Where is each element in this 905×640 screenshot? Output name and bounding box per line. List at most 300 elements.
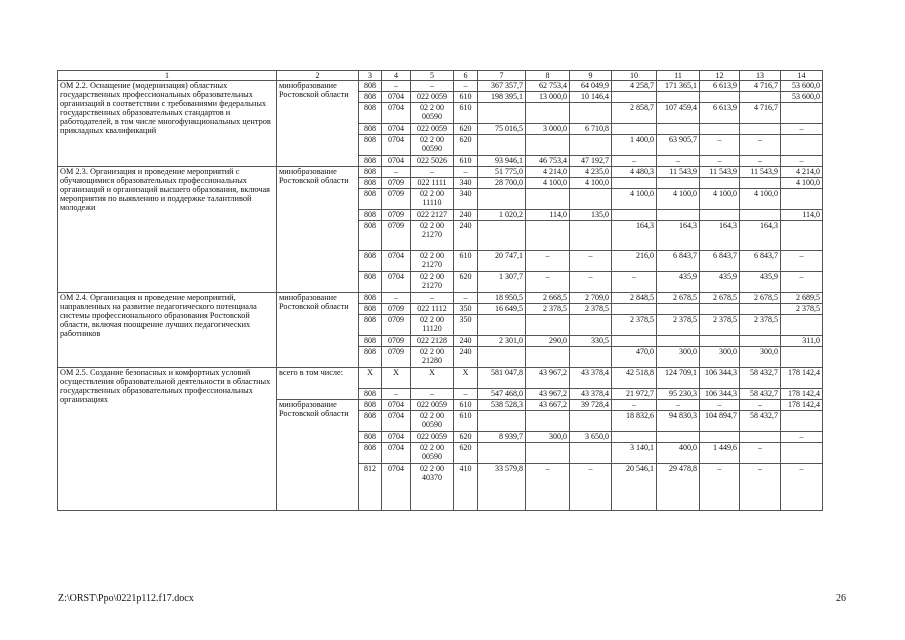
table-cell: – — [740, 443, 781, 464]
table-cell: 4 716,7 — [740, 103, 781, 124]
table-cell: 240 — [454, 221, 478, 251]
table-cell: 114,0 — [526, 210, 570, 221]
executor-cell: минобразование Ростовской области — [277, 167, 359, 293]
table-cell: 290,0 — [526, 336, 570, 347]
table-cell: 808 — [359, 293, 382, 304]
table-cell: – — [526, 251, 570, 272]
table-cell: 808 — [359, 251, 382, 272]
table-cell: 0704 — [382, 411, 411, 432]
table-cell: 350 — [454, 304, 478, 315]
table-cell: – — [612, 156, 657, 167]
table-cell: 58 432,7 — [740, 368, 781, 389]
table-cell: – — [740, 400, 781, 411]
table-cell: 4 258,7 — [612, 81, 657, 92]
table-cell: 300,0 — [740, 347, 781, 368]
table-cell: 240 — [454, 210, 478, 221]
table-cell — [612, 304, 657, 315]
executor-cell: всего в том числе: — [277, 368, 359, 400]
table-cell: 16 649,5 — [478, 304, 526, 315]
table-cell: 435,9 — [740, 272, 781, 293]
table-cell: 58 432,7 — [740, 389, 781, 400]
executor-cell: минобразование Ростовской области — [277, 400, 359, 511]
table-cell: 6 710,8 — [570, 124, 612, 135]
table-cell: 0704 — [382, 443, 411, 464]
table-cell: 4 100,0 — [657, 189, 700, 210]
table-cell: 0704 — [382, 400, 411, 411]
table-cell — [526, 411, 570, 432]
table-cell: – — [411, 389, 454, 400]
table-cell: 75 016,5 — [478, 124, 526, 135]
column-header: 11 — [657, 71, 700, 81]
table-cell — [781, 221, 823, 251]
table-cell: 178 142,4 — [781, 368, 823, 389]
measure-title: ОМ 2.4. Организация и проведение мероприятий, направленных на развитие педагогического потенциала системы профессионального образования Ростовской области, включая поощрение лучших педагогических работников — [58, 293, 277, 368]
table-cell: 2 678,5 — [740, 293, 781, 304]
table-cell: 8 939,7 — [478, 432, 526, 443]
column-header: 12 — [700, 71, 740, 81]
table-cell: – — [454, 293, 478, 304]
table-cell: X — [382, 368, 411, 389]
table-cell: 107 459,4 — [657, 103, 700, 124]
table-cell — [740, 304, 781, 315]
table-cell — [570, 135, 612, 156]
table-cell: 547 468,0 — [478, 389, 526, 400]
table-cell: 022 1111 — [411, 178, 454, 189]
table-cell — [612, 432, 657, 443]
table-cell: – — [700, 156, 740, 167]
table-cell: 808 — [359, 124, 382, 135]
table-cell: – — [454, 81, 478, 92]
table-cell — [478, 103, 526, 124]
table-cell: 02 2 00 21270 — [411, 221, 454, 251]
table-cell: 0709 — [382, 347, 411, 368]
table-cell: 93 946,1 — [478, 156, 526, 167]
table-cell: 6 843,7 — [657, 251, 700, 272]
table-cell: 2 378,5 — [700, 315, 740, 336]
table-cell: – — [657, 156, 700, 167]
table-cell: 022 5026 — [411, 156, 454, 167]
page-number: 26 — [836, 593, 846, 604]
table-cell: 0709 — [382, 178, 411, 189]
table-cell: 02 2 00 00590 — [411, 135, 454, 156]
table-cell: 4 100,0 — [700, 189, 740, 210]
table-cell: 610 — [454, 92, 478, 103]
table-cell: X — [359, 368, 382, 389]
table-cell — [781, 189, 823, 210]
table-cell: 42 518,8 — [612, 368, 657, 389]
column-header: 5 — [411, 71, 454, 81]
table-cell: 022 0059 — [411, 124, 454, 135]
table-cell: 0709 — [382, 210, 411, 221]
table-cell: 2 689,5 — [781, 293, 823, 304]
table-cell — [526, 103, 570, 124]
table-cell: 164,3 — [657, 221, 700, 251]
table-cell: 135,0 — [570, 210, 612, 221]
table-cell: 808 — [359, 432, 382, 443]
table-cell: 0704 — [382, 251, 411, 272]
table-cell — [700, 178, 740, 189]
header-row — [58, 71, 823, 81]
table-cell: – — [570, 272, 612, 293]
table-cell: 808 — [359, 336, 382, 347]
table-cell: 13 000,0 — [526, 92, 570, 103]
table-cell: 0709 — [382, 189, 411, 210]
column-header: 9 — [570, 71, 612, 81]
table-cell: – — [781, 432, 823, 443]
table-cell: 2 668,5 — [526, 293, 570, 304]
table-cell: 022 2127 — [411, 210, 454, 221]
table-cell — [526, 347, 570, 368]
table-cell: 43 378,4 — [570, 368, 612, 389]
table-cell — [570, 411, 612, 432]
table-cell: 02 2 00 11120 — [411, 315, 454, 336]
column-header: 6 — [454, 71, 478, 81]
table-cell: 610 — [454, 411, 478, 432]
table-cell — [740, 92, 781, 103]
measure-title: ОМ 2.2. Оснащение (модернизация) областных государственных профессиональных образовательных организаций в соответствии с требованиями федеральных государственных образовательных стандартов и работодателей, в том числе многофункциональных центров прикладных квалификаций — [58, 81, 277, 167]
table-cell: 808 — [359, 92, 382, 103]
table-cell: 2 378,5 — [657, 315, 700, 336]
table-cell: – — [454, 389, 478, 400]
table-cell: 538 528,3 — [478, 400, 526, 411]
table-cell: 53 600,0 — [781, 92, 823, 103]
table-cell: 610 — [454, 156, 478, 167]
table-cell: – — [382, 81, 411, 92]
executor-cell: минобразование Ростовской области — [277, 293, 359, 368]
table-cell — [700, 432, 740, 443]
table-cell: 435,9 — [700, 272, 740, 293]
table-cell: 300,0 — [657, 347, 700, 368]
table-cell: 20 747,1 — [478, 251, 526, 272]
column-header: 10 — [612, 71, 657, 81]
table-cell: – — [781, 251, 823, 272]
table-row — [58, 293, 823, 304]
column-header: 7 — [478, 71, 526, 81]
table-cell: 808 — [359, 315, 382, 336]
column-header: 8 — [526, 71, 570, 81]
table-cell — [526, 221, 570, 251]
table-cell — [478, 411, 526, 432]
table-cell — [740, 178, 781, 189]
table-cell: 02 2 00 00590 — [411, 103, 454, 124]
table-cell: 33 579,8 — [478, 464, 526, 511]
table-cell: 620 — [454, 443, 478, 464]
table-cell: 808 — [359, 167, 382, 178]
table-cell: 2 678,5 — [657, 293, 700, 304]
table-cell: 216,0 — [612, 251, 657, 272]
table-cell — [740, 210, 781, 221]
table-cell: – — [740, 135, 781, 156]
table-cell: 620 — [454, 432, 478, 443]
table-cell: – — [570, 251, 612, 272]
table-cell: 11 543,9 — [700, 167, 740, 178]
table-cell: 0704 — [382, 124, 411, 135]
table-cell — [700, 92, 740, 103]
table-cell: 4 100,0 — [781, 178, 823, 189]
measure-title: ОМ 2.5. Создание безопасных и комфортных условий осуществления образовательной деятельности в областных государственных образовательных профессиональных организациях — [58, 368, 277, 511]
executor-cell: минобразование Ростовской области — [277, 81, 359, 167]
table-cell: – — [411, 293, 454, 304]
table-cell: 02 2 00 00590 — [411, 443, 454, 464]
table-cell: 0709 — [382, 315, 411, 336]
table-cell: 808 — [359, 189, 382, 210]
table-cell: 610 — [454, 251, 478, 272]
table-cell: 0709 — [382, 304, 411, 315]
table-cell: 21 972,7 — [612, 389, 657, 400]
table-cell: 581 047,8 — [478, 368, 526, 389]
table-cell: 808 — [359, 347, 382, 368]
table-cell: 0704 — [382, 135, 411, 156]
table-cell — [612, 210, 657, 221]
table-cell: 0704 — [382, 464, 411, 511]
table-cell — [478, 315, 526, 336]
table-cell: 2 678,5 — [700, 293, 740, 304]
table-cell — [478, 221, 526, 251]
table-cell: 620 — [454, 272, 478, 293]
table-cell — [657, 336, 700, 347]
table-cell: 808 — [359, 135, 382, 156]
table-cell — [612, 124, 657, 135]
table-cell: 11 543,9 — [657, 167, 700, 178]
table-cell: – — [781, 124, 823, 135]
table-cell: 808 — [359, 389, 382, 400]
table-cell: 0709 — [382, 221, 411, 251]
table-cell: 1 449,6 — [700, 443, 740, 464]
table-cell: 808 — [359, 210, 382, 221]
table-cell: 43 378,4 — [570, 389, 612, 400]
table-cell: – — [781, 464, 823, 511]
table-cell: – — [526, 272, 570, 293]
table-cell — [478, 135, 526, 156]
table-cell: 46 753,4 — [526, 156, 570, 167]
table-cell: – — [700, 464, 740, 511]
table-cell: 0704 — [382, 272, 411, 293]
column-header: 14 — [781, 71, 823, 81]
table-cell — [478, 189, 526, 210]
table-cell: 02 2 00 11110 — [411, 189, 454, 210]
table-cell: 28 700,0 — [478, 178, 526, 189]
table-cell: – — [700, 400, 740, 411]
table-row — [58, 81, 823, 92]
table-cell — [781, 135, 823, 156]
table-cell: 4 235,0 — [570, 167, 612, 178]
table-cell: 240 — [454, 336, 478, 347]
table-cell — [700, 124, 740, 135]
table-cell: 62 753,4 — [526, 81, 570, 92]
table-cell: 620 — [454, 124, 478, 135]
table-cell: 94 830,3 — [657, 411, 700, 432]
table-cell: 1 400,0 — [612, 135, 657, 156]
table-cell — [526, 189, 570, 210]
table-cell: 02 2 00 21280 — [411, 347, 454, 368]
table-cell: 808 — [359, 443, 382, 464]
table-cell: 812 — [359, 464, 382, 511]
table-cell: – — [411, 81, 454, 92]
table-cell: 2 378,5 — [612, 315, 657, 336]
table-cell: 104 894,7 — [700, 411, 740, 432]
table-cell: 022 0059 — [411, 92, 454, 103]
table-cell: 4 100,0 — [612, 189, 657, 210]
table-cell: – — [526, 464, 570, 511]
table-cell: 2 378,5 — [570, 304, 612, 315]
table-cell: 02 2 00 00590 — [411, 411, 454, 432]
table-cell: – — [382, 293, 411, 304]
table-cell: 39 728,4 — [570, 400, 612, 411]
table-cell: 63 905,7 — [657, 135, 700, 156]
table-cell: – — [612, 400, 657, 411]
table-cell — [657, 304, 700, 315]
table-cell — [657, 210, 700, 221]
table-cell: 6 843,7 — [700, 251, 740, 272]
table-cell: 4 100,0 — [740, 189, 781, 210]
table-cell: 022 0059 — [411, 400, 454, 411]
table-cell — [526, 443, 570, 464]
table-cell — [657, 432, 700, 443]
table-cell: 350 — [454, 315, 478, 336]
table-cell: 1 020,2 — [478, 210, 526, 221]
table-cell: 0704 — [382, 156, 411, 167]
table-cell: 400,0 — [657, 443, 700, 464]
table-cell: 29 478,8 — [657, 464, 700, 511]
table-cell: 178 142,4 — [781, 400, 823, 411]
table-cell — [740, 432, 781, 443]
table-cell: 198 395,1 — [478, 92, 526, 103]
table-cell: – — [740, 464, 781, 511]
table-cell: – — [781, 156, 823, 167]
table-cell: 2 858,7 — [612, 103, 657, 124]
table-cell: 022 1112 — [411, 304, 454, 315]
table-cell: 4 716,7 — [740, 81, 781, 92]
table-cell: 808 — [359, 81, 382, 92]
table-cell: 18 950,5 — [478, 293, 526, 304]
table-cell: 106 344,3 — [700, 389, 740, 400]
table-cell: 808 — [359, 221, 382, 251]
table-cell: 02 2 00 21270 — [411, 272, 454, 293]
table-cell: 58 432,7 — [740, 411, 781, 432]
table-cell — [781, 443, 823, 464]
table-cell: 2 848,5 — [612, 293, 657, 304]
table-cell: 620 — [454, 135, 478, 156]
column-header: 3 — [359, 71, 382, 81]
table-cell: 106 344,3 — [700, 368, 740, 389]
table-cell: 114,0 — [781, 210, 823, 221]
column-header: 13 — [740, 71, 781, 81]
table-cell — [700, 336, 740, 347]
table-cell: 808 — [359, 272, 382, 293]
table-cell — [657, 124, 700, 135]
table-cell — [781, 347, 823, 368]
table-cell: X — [454, 368, 478, 389]
table-cell: 20 546,1 — [612, 464, 657, 511]
table-cell: 610 — [454, 103, 478, 124]
table-cell: 4 100,0 — [570, 178, 612, 189]
table-cell: 340 — [454, 189, 478, 210]
table-row — [58, 368, 823, 389]
table-cell: 367 357,7 — [478, 81, 526, 92]
table-cell: 2 378,5 — [740, 315, 781, 336]
table-cell: 6 613,9 — [700, 103, 740, 124]
table-cell: 43 967,2 — [526, 368, 570, 389]
table-cell: 95 230,3 — [657, 389, 700, 400]
table-cell: – — [740, 156, 781, 167]
table-cell: 300,0 — [700, 347, 740, 368]
table-cell: 330,5 — [570, 336, 612, 347]
table-cell: 0704 — [382, 103, 411, 124]
table-cell: – — [570, 464, 612, 511]
column-header: 1 — [58, 71, 277, 81]
table-cell: 4 480,3 — [612, 167, 657, 178]
table-cell — [526, 135, 570, 156]
table-cell — [612, 336, 657, 347]
table-cell: 18 832,6 — [612, 411, 657, 432]
column-header: 2 — [277, 71, 359, 81]
table-cell: 02 2 00 21270 — [411, 251, 454, 272]
table-cell: 0704 — [382, 92, 411, 103]
table-cell: 64 049,9 — [570, 81, 612, 92]
table-cell: 178 142,4 — [781, 389, 823, 400]
table-cell: 3 650,0 — [570, 432, 612, 443]
table-cell — [781, 315, 823, 336]
table-cell — [612, 92, 657, 103]
table-cell: 43 667,2 — [526, 400, 570, 411]
table-cell — [657, 178, 700, 189]
table-cell — [781, 103, 823, 124]
table-cell — [700, 304, 740, 315]
table-cell: 164,3 — [700, 221, 740, 251]
table-cell — [700, 210, 740, 221]
table-cell: – — [411, 167, 454, 178]
table-cell: 340 — [454, 178, 478, 189]
table-cell: 2 301,0 — [478, 336, 526, 347]
table-cell — [478, 443, 526, 464]
table-row — [58, 167, 823, 178]
table-cell: 2 378,5 — [526, 304, 570, 315]
table-cell: 124 709,1 — [657, 368, 700, 389]
table-cell: – — [781, 272, 823, 293]
table-cell — [570, 103, 612, 124]
table-cell: 6 613,9 — [700, 81, 740, 92]
table-cell: 808 — [359, 156, 382, 167]
table-cell: 171 365,1 — [657, 81, 700, 92]
table-cell: – — [700, 135, 740, 156]
table-cell: 11 543,9 — [740, 167, 781, 178]
table-cell: 808 — [359, 411, 382, 432]
table-cell: – — [612, 272, 657, 293]
table-cell: 0704 — [382, 432, 411, 443]
table-cell — [570, 189, 612, 210]
file-path: Z:\ORST\Ppo\0221p112.f17.docx — [58, 593, 194, 604]
table-cell: 4 214,0 — [781, 167, 823, 178]
table-cell: 410 — [454, 464, 478, 511]
table-cell: 022 2128 — [411, 336, 454, 347]
budget-table — [57, 70, 823, 511]
table-cell — [612, 178, 657, 189]
table-cell: 53 600,0 — [781, 81, 823, 92]
table-cell: 43 967,2 — [526, 389, 570, 400]
table-cell: 2 378,5 — [781, 304, 823, 315]
table-cell: 164,3 — [740, 221, 781, 251]
table-cell: 3 140,1 — [612, 443, 657, 464]
table-cell: – — [382, 167, 411, 178]
table-cell: 164,3 — [612, 221, 657, 251]
table-cell — [740, 124, 781, 135]
table-cell: 4 214,0 — [526, 167, 570, 178]
table-body — [58, 71, 823, 511]
table-cell: 435,9 — [657, 272, 700, 293]
table-cell: – — [657, 400, 700, 411]
table-cell: 470,0 — [612, 347, 657, 368]
table-cell: 2 709,0 — [570, 293, 612, 304]
